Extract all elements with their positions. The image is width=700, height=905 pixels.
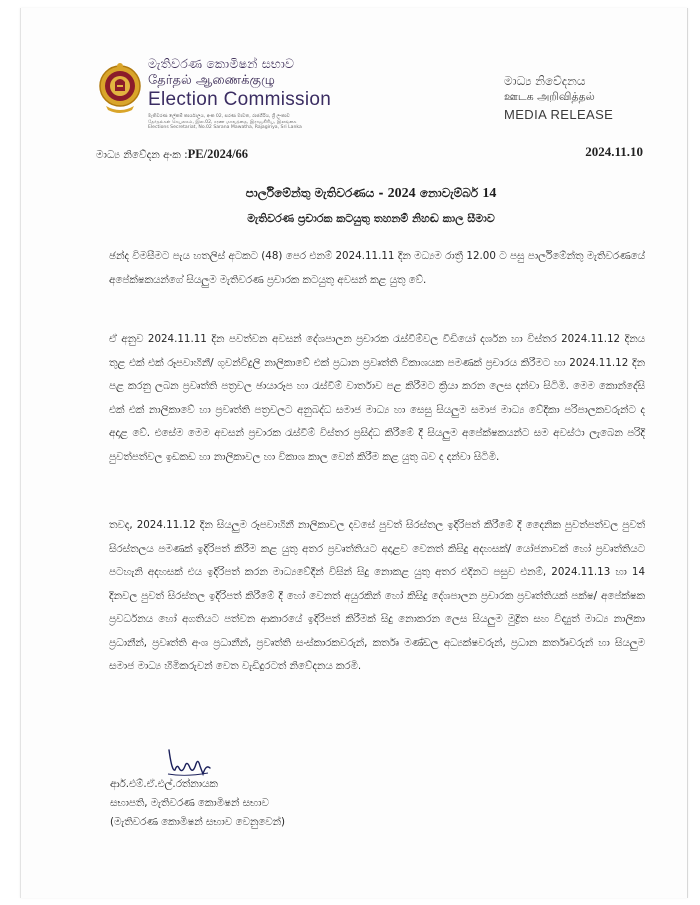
- media-label-english: MEDIA RELEASE: [504, 107, 614, 122]
- address-line-sinhala: මැතිවරණ ලේකම් කාර්යාලය, අංක 02, සරණ මාවත, රාජගිරිය, ශ්‍රී ලංකාව: [148, 114, 290, 119]
- paragraph-1: ඡන්ද විමසීමට පැය හතලිස් අටකට (48) පෙර එනම් 2024.11.11 දින මධ්‍යම රාත්‍රී 12.00 ට පසු පාර්ලිමේන්තු මැතිවරණයේ අපේක්ෂකයන්ගේ සියලුම මැතිවරණ ප්‍රචාරක කටයුතු අවසන් කළ යුතු වේ.: [109, 250, 645, 286]
- signatory-name: ආර්.එම්.ඒ.එල්.රත්නායක: [110, 778, 218, 790]
- org-name-english: Election Commission: [148, 89, 332, 110]
- address-line-tamil: தேர்தல்கள் செயலகம், இல.02, சரண மாவத்தை, இராஜகிரிய, இலங்கை: [148, 119, 297, 125]
- signatory-block: [110, 775, 285, 832]
- paragraph-2: ඒ අනුව 2024.11.11 දින පවත්වන අවසන් දේශපාලන ප්‍රචාරක රැස්වීම්වල වීඩියෝ දර්ශන හා විස්තර 2024.11.12 දිනය තුළ එක් එක් රූපවාහිනී/ ගුවන්විදුලි නාලිකාවේ එක් ප්‍රධාන ප්‍රවෘත්ති විකාශයක පමණක් ප්‍රචාරය කිරීමට හා 2024.11.12 දින පළ කරනු ලබන ප්‍රවෘත්ති පත්‍රවල ඡායාරූප හා රැස්වීම් වාර්තාව පළ කිරීමට ක්‍රියා කරන ලෙස දන්වා සිටිමි. මෙම කොන්දේසි එක් එක් නාලිකාවේ හා ප්‍රවෘත්ති පත්‍රවලට අනුබද්ධ සමාජ මාධ්‍ය හා සෙසු සියලුම සමාජ මාධ්‍ය වේදිකා පරිපාලකවරුන්ට ද අදාළ වේ. එසේම මෙම අවසන් ප්‍රචාරක රැස්වීම් විස්තර ප්‍රසිද්ධ කිරීමේ දී සියලුම අපේක්ෂකයන්ට සම අවස්ථා ලැබෙන පරිදි පුවත්පත්වල ඉඩකඩ හා නාලිකාවල හා විකාශ කාල වෙන් කිරීම කළ යුතු බව ද දන්වා සිටිමි.: [109, 333, 645, 463]
- organization-block: [148, 56, 398, 131]
- signatory-designation: සභාපති, මැතිවරණ කොමිෂන් සභාව: [110, 797, 269, 809]
- media-release-label: [504, 74, 654, 122]
- title-text: පාර්ලිමේන්තු මැතිවරණය -: [245, 186, 388, 200]
- title-month: නොවැම්බර්: [415, 186, 483, 200]
- document-title: [61, 186, 681, 202]
- org-address: [148, 114, 398, 131]
- document-page: [20, 8, 688, 898]
- sri-lanka-emblem-logo: [98, 60, 142, 116]
- media-label-tamil: ஊடக அறிவித்தல்: [504, 90, 595, 103]
- document-subtitle: මැතිවරණ ප්‍රචාරක කටයුතු තහනම් නිහඬ කාල සීමාව: [247, 212, 495, 225]
- media-label-sinhala: මාධ්‍ය නිවේදනය: [504, 74, 586, 88]
- org-name-sinhala: මැතිවරණ කොමිෂන් සභාව: [148, 56, 295, 71]
- handwritten-signature: [166, 744, 214, 778]
- reference-label: මාධ්‍ය නිවේදන අංක :: [96, 149, 188, 161]
- title-day: 14: [482, 186, 497, 201]
- signatory-on-behalf: (මැතිවරණ කොමිෂන් සභාව වෙනුවෙන්): [110, 816, 286, 828]
- reference-number: PE/2024/66: [187, 147, 249, 161]
- release-date: 2024.11.10: [585, 144, 643, 159]
- reference-line: [96, 147, 248, 162]
- paragraph-3: තවද, 2024.11.12 දින සියලුම රූපවාහිනී නාලිකාවල දවසේ පුවත් සිරස්තල ඉදිරිපත් කිරීමේ දී දෛනික පුවත්පත්වල පුවත් සිරස්තලය පමණක් ඉදිරිපත් කිරීම කළ යුතු අතර ප්‍රවෘත්තියට අදාළව වෙනත් කිසිදු අදහසක්/ යෝජනාවක් හෝ ප්‍රවෘත්තියට පටහැනි අදහසක් එය ඉදිරිපත් කරන මාධ්‍යවේදීන් විසින් සිදු නොකළ යුතු අතර එදිනට පසුව එනම්, 2024.11.13 හා 14 දිනවල පුවත් සිරස්තල ඉදිරිපත් කිරීමේ දී හෝ වෙනත් අයුරකින් හෝ කිසිදු දේශපාලන ප්‍රචාරක ප්‍රවෘත්තියක් පක්ෂ/ අපේක්ෂක ප්‍රවර්ධනය හෝ අගතියට පත්වන ආකාරයේ ඉදිරිපත් කිරීමක් සිදු නොකරන ලෙස සියලුම මුද්‍රිත සහ විද්‍යුත් මාධ්‍ය නාලිකා ප්‍රධානීන්, ප්‍රවෘත්ති අංශ ප්‍රධානීන්, ප්‍රවෘත්ති සංස්කාරකවරුන්, කර්තෘ මණ්ඩල අධ්‍යක්ෂවරුන්, ප්‍රධාන කර්තෘවරුන් හා සියලුම සමාජ මාධ්‍ය හිමිකරුවන් වෙත වැඩිදුරටත් නිවේදනය කරමි.: [109, 519, 645, 672]
- title-year: 2024: [387, 186, 416, 201]
- address-line-english: Elections Secretariat, No.02 Sarana Mawatha, Rajagiriya, Sri Lanka: [148, 125, 302, 131]
- org-name-tamil: தேர்தல் ஆணைக்குழு: [148, 73, 275, 88]
